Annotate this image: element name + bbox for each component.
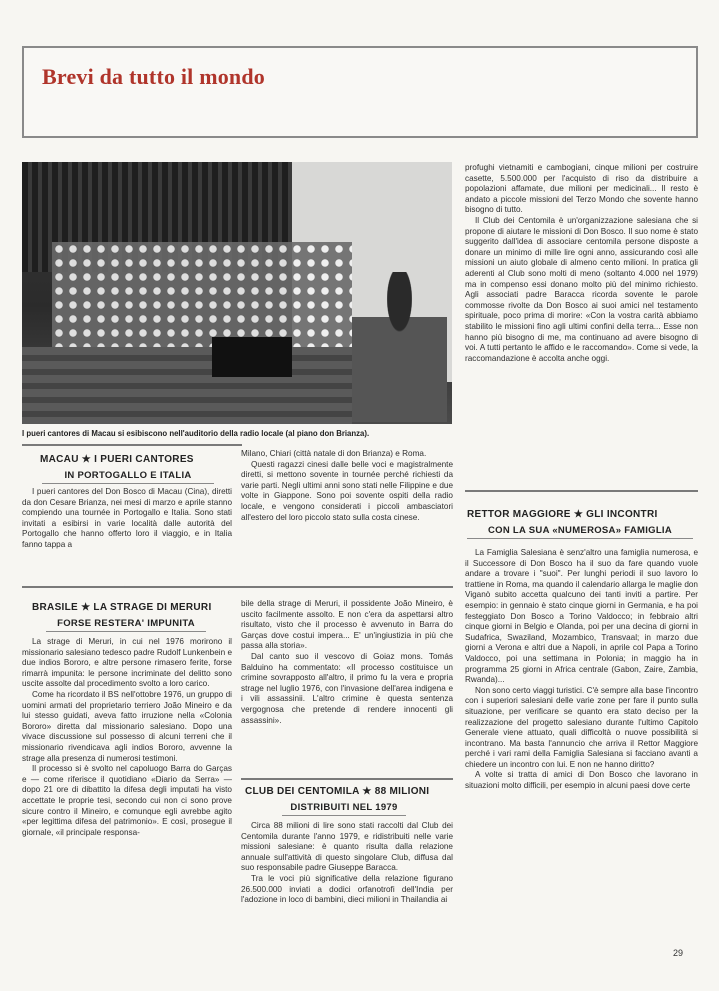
rettor-subheadline: CON LA SUA «NUMEROSA» FAMIGLIA [467,525,693,539]
divider [22,586,453,588]
rettor-text-col3: La Famiglia Salesiana è senz'altro una famiglia numerosa, e il Successore di Don Bosco ha il suo da fare quando vuole andare a trovare i "suoi". Per lunghi periodi il suo lavoro lo trattiene in Roma, ma quando il calendario allarga le maglie don Viganò subito accetta qualcuno dei tanti inviti a partire. Per esempio: in gennaio è stato cinque giorni in Germania, e ha poi festeggiato Don Bosco a Torino Valdocco; in febbraio altri cinque giorni in Belgio e Olanda, poi per una decina di giorni in Sudafrica, Swaziland, Mozambico, Transvaal; in marzo due giorni a Verona e altri due a Napoli, in aprile col Papa a Torino Valdocco, poi una settimana in Polonia; in maggio ha in programma 25 giorni in Africa centrale (Gabon, Zaire, Zambia, Rwanda)... Non sono certo viaggi turistici. C'è sempre alla base l'incontro con i superiori salesiani delle varie zone per fare il punto sulla situazione, per verificare se quanto era stato deciso per la realizzazione del progetto salesiano durante l'ultimo Capitolo Generale viene attuato, quali difficoltà o nuove possibilità si incontrano. Ma basta l'annuncio che arriva il Rettor Maggiore perché i vari rami della Famiglia Salesiana si facciano avanti a chiedere un incontro con lui. E non ne hanno diritto? A volte si tratta di amici di Don Bosco che lavorano in situazioni molto difficili, per esempio in alcuni paesi dove certe [465,548,698,791]
macau-text-col1: I pueri cantores del Don Bosco di Macau (Cina), diretti da don Cesare Brianza, nei mesi di marzo e aprile stanno compiendo una tournée in Portogallo e Italia. Sono stati invitati a esibirsi in varie località dalle autorità del Portogallo che hanno offerto loro il viaggio, e in Italia fanno tappa a [22,487,232,549]
rettor-headline: RETTOR MAGGIORE ★ GLI INCONTRI [467,509,658,520]
divider [22,444,242,446]
section-banner [22,46,698,138]
macau-subheadline: IN PORTOGALLO E ITALIA [42,470,214,484]
choir-photo [22,162,452,424]
brasile-headline: BRASILE ★ LA STRAGE DI MERURI [32,602,212,613]
centomila-text-col3: profughi vietnamiti e cambogiani, cinque milioni per costruire casette, 5.500.000 per l'acquisto di riso da distribuire a popolazioni affamate, due milioni per medicinali... Il resto è andato a piccole missioni del Terzo Mondo che sovente hanno bisogno di tutto. Il Club dei Centomila è un'organizzazione salesiana che si propone di aiutare le missioni di Don Bosco. Il suo nome è stato suggerito dall'idea di associare centomila persone disposte a donare un minimo di mille lire ogni anno, assicurando così alle missioni un aiuto globale di almeno cento milioni. In pratica gli aderenti al Club sono molti di meno (soltanto 4.000 nel 1979) ma in compenso essi donano molto più del minimo richiesto. Agli associati padre Baracca ricorda sovente le parole commosse rivolte da Don Bosco ai suoi amici nel testamento spirituale, poco prima di morire: «Con la vostra carità abbiamo stabilito le missioni fino agli ultimi confini della terra... Esse non hanno più bisogno di me, ma continuano ad avere bisogno di voi. A tutti pertanto le affido e le raccomando». Come si vede, la raccomandazione è accolta anche oggi. [465,163,698,363]
centomila-headline: CLUB DEI CENTOMILA ★ 88 MILIONI [245,786,430,797]
brasile-text-col2: bile della strage di Meruri, il possidente João Mineiro, è uscito facilmente assolto. E non c'era da aspettarsi altro risultato, visto che il processo è avvenuto in Barra do Garças dove costui impera... E' un'ingiustizia in più che passa alla storia». Dal canto suo il vescovo di Goiaz mons. Tomás Balduino ha commentato: «Il processo costituisce un crimine sovrapposto all'altro, il primo fu la vera e propria strage nel luglio 1976, con l'invasione dell'area indigena e i vili assassinii. L'altro crimine è questa sentenza vergognosa che pretende di rendere innocenti gli assassini». [241,599,453,725]
divider [241,778,453,780]
brasile-text-col1: La strage di Meruri, in cui nel 1976 morirono il missionario salesiano tedesco padre Rudolf Lunkenbein e due indios Bororo, e altre persone rimasero ferite, forse rimarrà impunita: le persone incriminate del delitto sono uscite assolte dal procedimento svolto a loro carico. Come ha ricordato il BS nell'ottobre 1976, un gruppo di uomini armati del proprietario terriero João Mineiro e da lui stesso guidati, aveva fatto irruzione nella «Colonia Bororo» diretta dal missionario salesiano. Dopo una vivace discussione sul possesso di alcuni terreni che il missionario rivendicava agli indios Bororo, avvenne la strage alla presenza di numerosi testimoni. Il processo si è svolto nel capoluogo Barra do Garças e — come riferisce il quotidiano «Diario da Serra» — dopo 21 ore di dibattito la difesa degli imputati ha visto accettate le proprie tesi, secondo cui non ci sono prove sicure contro il Mineiro, e comunque egli avrebbe agito «per legittima difesa del patrimonio». E così, prosegue il giornale, «il principale responsa- [22,637,232,837]
centomila-text-col2: Circa 88 milioni di lire sono stati raccolti dal Club dei Centomila durante l'anno 1979, e ridistribuiti nelle varie missioni salesiane: è quanto risulta dalla relazione annuale sull'attività di questo singolare Club, diffusa dal suo responsabile padre Giuseppe Baracca. Tra le voci più significative della relazione figurano 26.500.000 inviati a dodici orfanotrofi dell'India per l'adozione in loco di bambini, dieci milioni in Thailandia ai [241,821,453,905]
brasile-subheadline: FORSE RESTERA' IMPUNITA [46,618,206,632]
macau-text-col2: Milano, Chiari (città natale di don Brianza) e Roma. Questi ragazzi cinesi dalle belle voci e magistralmente diretti, si mettono sovente in tournée perché richiesti da varie parti. Negli ultimi anni sono stati nelle Filippine e due volte in Giappone. Sono poi sovente ospiti della radio locale, e vengono considerati i piccoli ambasciatori all'estero del loro piccolo stato sulla costa cinese. [241,449,453,522]
photo-caption: I pueri cantores di Macau si esibiscono nell'auditorio della radio locale (al piano don Brianza). [22,429,370,438]
section-title: Brevi da tutto il mondo [42,64,265,89]
macau-headline: MACAU ★ I PUERI CANTORES [40,454,194,465]
divider [465,490,698,492]
centomila-subheadline: DISTRIBUITI NEL 1979 [282,802,406,816]
page-number: 29 [673,948,684,958]
